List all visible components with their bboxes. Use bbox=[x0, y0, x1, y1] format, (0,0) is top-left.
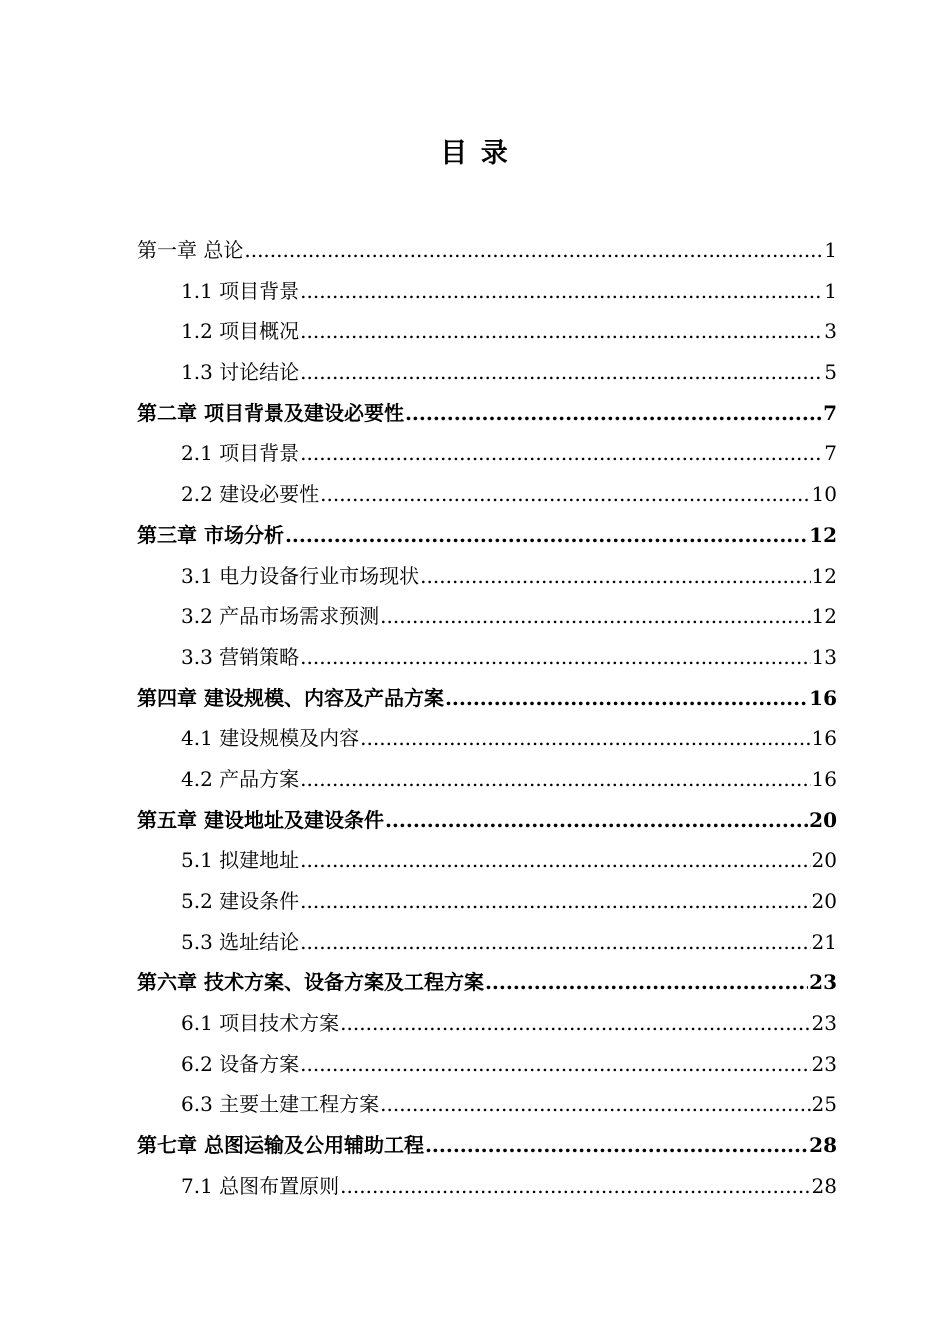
toc-entry-title: 2.1 项目背景 bbox=[181, 441, 300, 466]
toc-entry-title: 第五章 建设地址及建设条件 bbox=[137, 807, 384, 832]
toc-page-number: 7 bbox=[823, 400, 837, 425]
toc-section-entry[interactable] bbox=[137, 1166, 837, 1207]
toc-section-entry[interactable] bbox=[137, 311, 837, 352]
toc-section-entry[interactable] bbox=[137, 881, 837, 922]
toc-page-number: 28 bbox=[809, 1133, 837, 1158]
toc-chapter-entry[interactable] bbox=[137, 678, 837, 719]
toc-entry-title: 1.2 项目概况 bbox=[181, 319, 300, 344]
toc-section-entry[interactable] bbox=[137, 1084, 837, 1125]
page-title: 目 录 bbox=[440, 138, 510, 169]
toc-entry-title: 第六章 技术方案、设备方案及工程方案 bbox=[137, 970, 484, 995]
toc-entry-title: 6.3 主要土建工程方案 bbox=[181, 1092, 380, 1117]
toc-dot-leader bbox=[425, 1125, 808, 1166]
toc-page-number: 23 bbox=[811, 1011, 837, 1036]
toc-dot-leader bbox=[420, 556, 810, 597]
toc-entry-title: 1.3 讨论结论 bbox=[181, 360, 300, 385]
toc-entry-title: 第一章 总论 bbox=[137, 238, 244, 262]
toc-dot-leader bbox=[300, 881, 810, 922]
toc-section-entry[interactable] bbox=[137, 271, 837, 312]
toc-page-number: 5 bbox=[824, 360, 837, 385]
toc-entry-title: 2.2 建设必要性 bbox=[181, 482, 320, 507]
toc-chapter-entry[interactable] bbox=[137, 515, 837, 556]
toc-dot-leader bbox=[300, 433, 823, 474]
toc-dot-leader bbox=[385, 800, 808, 841]
toc-page-number: 12 bbox=[809, 522, 837, 547]
toc-section-entry[interactable] bbox=[137, 596, 837, 637]
toc-page-number: 10 bbox=[811, 482, 837, 507]
toc-chapter-entry[interactable] bbox=[137, 1125, 837, 1166]
toc-dot-leader bbox=[285, 515, 808, 556]
toc-section-entry[interactable] bbox=[137, 433, 837, 474]
toc-entry-title: 3.2 产品市场需求预测 bbox=[181, 604, 380, 629]
toc-entry-title: 5.1 拟建地址 bbox=[181, 848, 300, 873]
toc-page-number: 28 bbox=[811, 1173, 837, 1198]
toc-dot-leader bbox=[300, 637, 810, 678]
toc-section-entry[interactable] bbox=[137, 759, 837, 800]
toc-entry-title: 第二章 项目背景及建设必要性 bbox=[137, 400, 404, 425]
toc-entry-title: 第三章 市场分析 bbox=[137, 522, 284, 547]
toc-dot-leader bbox=[340, 1166, 810, 1207]
toc-page-number: 20 bbox=[811, 848, 837, 873]
toc-page-number: 25 bbox=[811, 1092, 837, 1117]
toc-dot-leader bbox=[300, 759, 810, 800]
toc-dot-leader bbox=[300, 311, 823, 352]
toc-page-number: 16 bbox=[811, 726, 837, 751]
toc-section-entry[interactable] bbox=[137, 922, 837, 963]
toc-section-entry[interactable] bbox=[137, 1044, 837, 1085]
toc-dot-leader bbox=[300, 840, 810, 881]
toc-section-entry[interactable] bbox=[137, 840, 837, 881]
toc-entry-title: 7.1 总图布置原则 bbox=[181, 1173, 340, 1198]
toc-dot-leader bbox=[320, 474, 810, 515]
toc-chapter-entry[interactable] bbox=[137, 230, 837, 271]
toc-dot-leader bbox=[340, 1003, 810, 1044]
toc-page-number: 13 bbox=[811, 644, 837, 669]
toc-page-number: 21 bbox=[811, 929, 837, 954]
toc-dot-leader bbox=[300, 922, 810, 963]
toc-entry-title: 3.1 电力设备行业市场现状 bbox=[181, 563, 420, 588]
toc-entry-title: 第四章 建设规模、内容及产品方案 bbox=[137, 685, 444, 710]
toc-section-entry[interactable] bbox=[137, 352, 837, 393]
toc-entry-title: 6.2 设备方案 bbox=[181, 1051, 300, 1076]
toc-page-number: 1 bbox=[824, 278, 837, 303]
toc-section-entry[interactable] bbox=[137, 556, 837, 597]
toc-page-number: 12 bbox=[811, 563, 837, 588]
toc-section-entry[interactable] bbox=[137, 1003, 837, 1044]
toc-section-entry[interactable] bbox=[137, 718, 837, 759]
toc-dot-leader bbox=[360, 718, 810, 759]
toc-dot-leader bbox=[300, 1044, 810, 1085]
toc-dot-leader bbox=[405, 393, 822, 434]
toc-page-number: 7 bbox=[824, 441, 837, 466]
toc-dot-leader bbox=[380, 1084, 810, 1125]
toc-entry-title: 6.1 项目技术方案 bbox=[181, 1011, 340, 1036]
table-of-contents bbox=[137, 230, 837, 1207]
toc-dot-leader bbox=[300, 271, 823, 312]
toc-page-number: 16 bbox=[811, 766, 837, 791]
toc-dot-leader bbox=[300, 352, 823, 393]
toc-page-number: 1 bbox=[824, 238, 837, 262]
toc-page-number: 20 bbox=[811, 889, 837, 913]
toc-entry-title: 第七章 总图运输及公用辅助工程 bbox=[137, 1133, 424, 1158]
toc-page-number: 12 bbox=[811, 604, 837, 629]
toc-section-entry[interactable] bbox=[137, 474, 837, 515]
toc-page-number: 23 bbox=[811, 1051, 837, 1076]
toc-entry-title: 5.3 选址结论 bbox=[181, 929, 300, 954]
toc-section-entry[interactable] bbox=[137, 637, 837, 678]
toc-dot-leader bbox=[485, 962, 808, 1003]
toc-entry-title: 5.2 建设条件 bbox=[181, 889, 300, 913]
toc-chapter-entry[interactable] bbox=[137, 962, 837, 1003]
toc-entry-title: 4.1 建设规模及内容 bbox=[181, 726, 360, 751]
toc-entry-title: 4.2 产品方案 bbox=[181, 766, 300, 791]
toc-dot-leader bbox=[244, 230, 823, 271]
toc-dot-leader bbox=[445, 678, 808, 719]
toc-page-number: 23 bbox=[809, 970, 837, 995]
toc-entry-title: 3.3 营销策略 bbox=[181, 644, 300, 669]
toc-page-number: 3 bbox=[824, 319, 837, 344]
toc-dot-leader bbox=[380, 596, 810, 637]
toc-page-number: 20 bbox=[809, 807, 837, 832]
toc-page-number: 16 bbox=[809, 685, 837, 710]
toc-chapter-entry[interactable] bbox=[137, 800, 837, 841]
toc-entry-title: 1.1 项目背景 bbox=[181, 278, 300, 303]
toc-chapter-entry[interactable] bbox=[137, 393, 837, 434]
